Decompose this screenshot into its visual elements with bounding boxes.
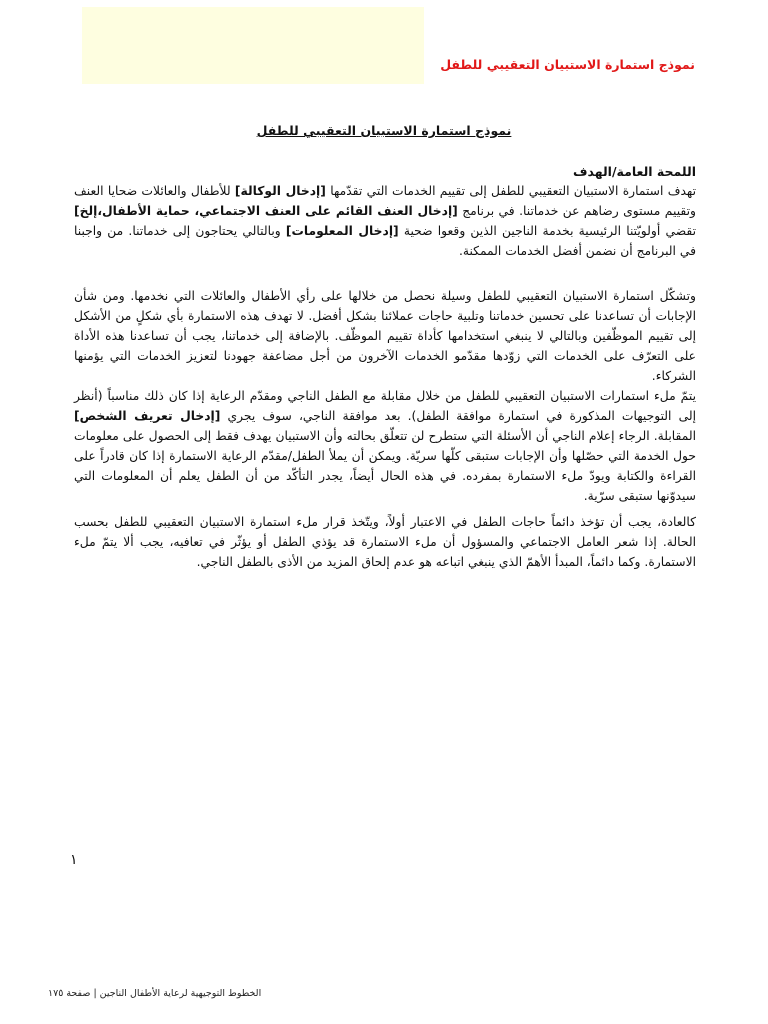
placeholder-info: [إدخال المعلومات] [285, 224, 399, 238]
paragraph-procedure [74, 386, 696, 506]
paragraph-text: للأطفال والعائلات ضحايا العنف وتقييم مستوى رضاهم عن خدماتنا. في برنامج [74, 184, 696, 218]
paragraph-overview [74, 181, 696, 261]
paragraph-text: المقابلة. الرجاء إعلام الناجي أن الأسئلة التي ستطرح لن تتعلّق بحالته وأن الاستبيان يهدف فقط إلى الحصول على معلومات حول الخدمة التي حصّلها وأن الإجابات ستبقى كلّها سريّة. ويمكن أن يملأ الطفل/مقدّم الرعاية الاستمارة إذا كان قادراً على القراءة والكتابة ويودّ ملء الاستمارة بمفرده. في هذه الحال أيضاً، يجدر التأكّد من أن الطفل يعلم أن المعلومات التي سيدوّنها ستبقى سرّية. [74, 429, 696, 503]
paragraph-text: وبالتالي يحتاجون إلى خدماتنا. من واجبنا في البرنامج أن نضمن أفضل الخدمات الممكنة. [74, 224, 696, 258]
placeholder-person: [إدخال تعريف الشخص] [74, 409, 221, 423]
paragraph-text: تقضي أولويّتنا الرئيسية بخدمة الناجين الذين وقعوا ضحية [398, 224, 696, 238]
paragraph-purpose: وتشكّل استمارة الاستبيان التعقيبي للطفل وسيلة نحصل من خلالها على رأي الأطفال والعائلات التي نخدمها. ومن شأن الإجابات أن تساعدنا على تحسين خدماتنا وتلبية حاجات عملائنا بشكل أفضل. لا تهدف هذه الاستمارة بأي شكلٍ من الأشكل إلى تقييم الموظّفين وبالتالي لا ينبغي استخدامها كأداة تقييم الموظّف. بالإضافة إلى خدماتنا، يجب أن تساعدنا هذه الأداة على التعرّف على الخدمات التي زوّدها مقدّمو الخدمات الآخرون من أجل مضاعفة جهودنا لتعزيز الخدمات التي يؤمنها الشركاء. [74, 289, 696, 383]
placeholder-agency: [إدخال الوكالة] [234, 184, 326, 198]
section-heading: اللمحة العامة/الهدف [573, 164, 696, 179]
document-title: نموذج استمارة الاستبيان التعقيبي للطفل [256, 123, 512, 138]
paragraph-text: تهدف استمارة الاستبيان التعقيبي للطفل إلى تقييم الخدمات التي تقدّمها [325, 184, 696, 198]
page-number: ١ [70, 852, 78, 868]
highlight-box [82, 7, 424, 84]
page-footer: الخطوط التوجيهية لرعاية الأطفال الناجين | صفحة ١٧٥ [48, 988, 262, 999]
paragraph-text: يتمّ ملء استمارات الاستبيان التعقيبي للطفل من خلال مقابلة مع الطفل الناجي ومقدّم الرعاية إذا كان ذلك مناسباً (أنظر إلى التوجيهات المذكورة في استمارة موافقة الطفل). بعد موافقة الناجي، سوف يجري [74, 389, 696, 423]
header-red-title: نموذج استمارة الاستبيان التعقيبي للطفل [440, 57, 695, 72]
paragraph-child-needs: كالعادة، يجب أن تؤخذ دائماً حاجات الطفل في الاعتبار أولاً، ويتّخذ قرار ملء استمارة الاستبيان التعقيبي للطفل بحسب الحالة. إذا شعر العامل الاجتماعي والمسؤول أن ملء الاستمارة قد يؤذي الطفل أو يؤثّر في تعافيه، يجب ألا يتمّ ملء الاستمارة. وكما دائماً، المبدأ الأهمّ الذي ينبغي اتباعه هو عدم إلحاق المزيد من الأذى بالطفل الناجي. [74, 515, 696, 569]
placeholder-program: [إدخال العنف القائم على العنف الاجتماعي، حماية الأطفال،إلخ] [74, 204, 458, 218]
